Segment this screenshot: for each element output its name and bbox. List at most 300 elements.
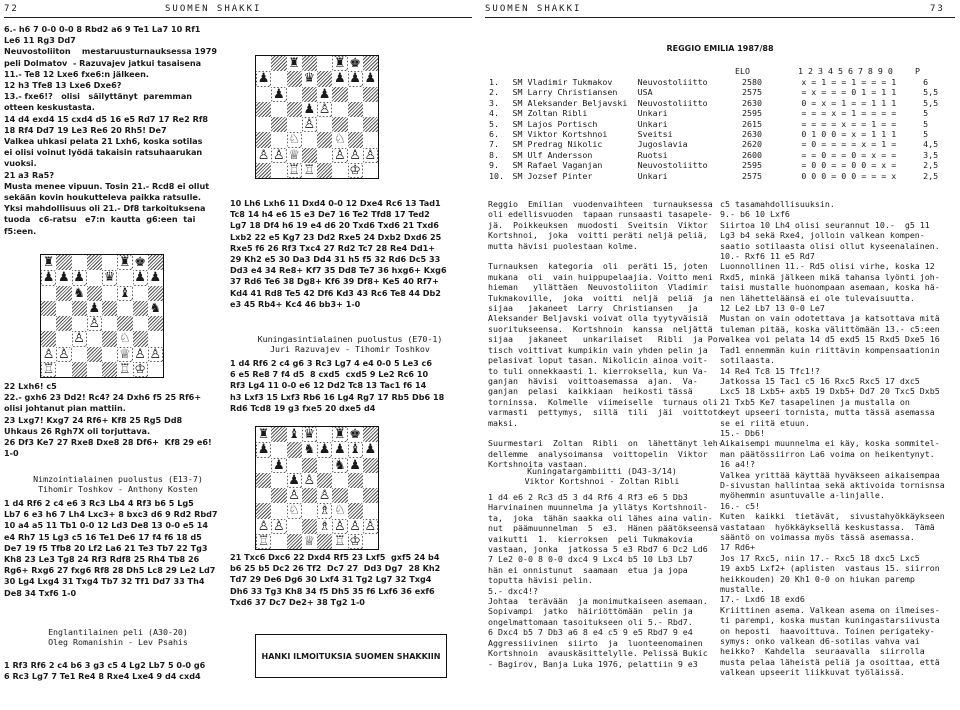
board-square	[332, 427, 347, 442]
board-square	[302, 534, 317, 549]
left-column-continuation: 22 Lxh6! c5 22.- gxh6 23 Dd2! Rc4? 24 Dxh6 f5 25 Rf6+ olisi johtanut pian mattiin. 23 Lxg7! Kxg7 24 Rf6+ Kf8 25 Rg5 Dd8 Uhkaus 26 Rgh7X oli torjuttava. 26 Df3 Ke7 27 Rxe8 Dxe8 28 Df6+ Kf8 29 e6! 1-0	[4, 381, 212, 459]
crosstable-cell: 6.	[489, 129, 499, 140]
chess-piece-icon: ♙	[134, 346, 146, 362]
board-square	[287, 87, 302, 102]
chess-piece-icon: ♟	[88, 300, 101, 316]
chess-piece-icon: ♟	[42, 270, 55, 286]
board-square	[271, 473, 286, 488]
tournament-report: Reggio Emilian vuodenvaihteen turnauksessa oli edellisvuoden tapaan runsaasti tasapele- jä. Poikkeuksen muodosti Sveitsin Viktor Kortshnoi, joka voitti peräti neljä peliä, mutta hävisi puolestaan kolme. Turnauksen kategoria oli peräti 15, joten mukana oli vain huippupelaajia. Voitto meni hieman yllättäen Neuvostoliiton Vladimir Tukmakoville, joka voitti neljä peliä ja sijaa jakaneet Larry Christiansen ja Aleksander Beljavski voivat olla tyytyväisiä suoritukseensa. Kortshnoin kanssa neljättä sijaa jakaneet unkarilaiset Ribli ja Por- tisch voittivat kumpikin vain yhden pelin ja pelasivat loput tasan. Nikolicin ainoa voit- to tuli onnekkaasti 1. kierroksella, kun Va- ganjan hävisi voittoasemassa ajan. Va- ganjan pelasi kaikkiaan heikosti tässä torninssa. Kolmelle viimeiselle turnaus oli varmasti pettymys, sillä tili jäi voittoto- maksi. Suurmestari Zoltan Ribli on lähettänyt leh- dellemme analysoimansa voittopelin Viktor Kortshnoita vastaan.	[488, 199, 728, 470]
right-header-rule	[485, 17, 955, 18]
chess-piece-icon: ♙	[318, 101, 331, 117]
board-square	[287, 442, 302, 457]
crosstable-cell: 5	[923, 118, 929, 129]
board-square	[317, 117, 332, 132]
board-square	[363, 427, 378, 442]
chess-piece-icon: ♙	[364, 518, 377, 534]
board-square	[363, 87, 378, 102]
board-square	[271, 71, 286, 86]
crosstable-row	[489, 98, 955, 108]
board-square	[133, 270, 148, 285]
board-square	[87, 255, 102, 270]
chess-piece-icon: ♜	[257, 427, 270, 443]
board-square	[72, 316, 87, 331]
board-square	[302, 458, 317, 473]
crosstable-cell: 0 1 0 0 = x = 1 1 1	[801, 129, 897, 140]
board-square	[117, 347, 132, 362]
crosstable-cell: = 0 = = = = x = 1 =	[801, 139, 897, 150]
crosstable-cell: 5	[923, 129, 929, 140]
crosstable-cell: 5.	[489, 118, 499, 129]
chess-piece-icon: ♟	[149, 270, 162, 286]
board-square	[302, 56, 317, 71]
board-square	[287, 519, 302, 534]
board-square	[363, 488, 378, 503]
board-square	[256, 56, 271, 71]
board-square	[317, 473, 332, 488]
board-square	[256, 519, 271, 534]
board-square	[102, 347, 117, 362]
board-square	[348, 427, 363, 442]
board-square	[363, 71, 378, 86]
board-square	[72, 347, 87, 362]
crosstable-round-header: 1 2 3 4 5 6 7 8 9 0	[798, 66, 893, 76]
board-square	[317, 488, 332, 503]
crosstable-cell: SM Zoltan Ribli	[512, 108, 588, 119]
crosstable-cell: 2580	[741, 77, 762, 87]
board-square	[148, 362, 163, 377]
chess-piece-icon: ♙	[42, 346, 55, 362]
board-square	[363, 163, 378, 178]
chess-piece-icon: ♝	[288, 427, 300, 443]
crosstable-cell: 2595	[741, 160, 762, 171]
advert-box	[255, 634, 447, 678]
chess-piece-icon: ♙	[273, 518, 285, 534]
board-square	[72, 362, 87, 377]
board-square	[102, 255, 117, 270]
board-square	[363, 519, 378, 534]
chess-piece-icon: ♟	[334, 71, 346, 87]
board-square	[363, 132, 378, 147]
board-square	[148, 286, 163, 301]
board-square	[148, 255, 163, 270]
board-square	[332, 534, 347, 549]
crosstable-cell: = = = x = 1 = = = =	[801, 108, 897, 119]
board-square	[133, 347, 148, 362]
chess-piece-icon: ♘	[334, 503, 346, 519]
left-header-rule	[4, 17, 472, 18]
chess-piece-icon: ♛	[303, 427, 316, 443]
board-square	[348, 163, 363, 178]
board-square	[332, 87, 347, 102]
board-square	[133, 331, 148, 346]
right-page-number: 73	[930, 4, 945, 14]
crosstable-cell: Unkari	[637, 118, 668, 129]
board-square	[348, 458, 363, 473]
board-square	[302, 102, 317, 117]
crosstable-cell: SM Jozsef Pinter	[512, 170, 593, 181]
chess-piece-icon: ♜	[334, 427, 346, 443]
board-square	[332, 148, 347, 163]
chess-piece-icon: ♙	[318, 488, 331, 504]
board-square	[332, 102, 347, 117]
crosstable-cell: x = 1 = = 1 = = = 1	[801, 77, 897, 87]
chess-piece-icon: ♔	[134, 361, 146, 377]
chess-piece-icon: ♚	[349, 427, 361, 443]
board-square	[302, 519, 317, 534]
board-square	[317, 519, 332, 534]
board-square	[302, 427, 317, 442]
crosstable-cell: 2615	[741, 118, 762, 129]
board-square	[363, 534, 378, 549]
crosstable-row	[489, 150, 955, 160]
crosstable-cell: 5	[923, 108, 929, 119]
crosstable-cell: 6	[923, 77, 929, 87]
chess-piece-icon: ♙	[349, 518, 361, 534]
chess-piece-icon: ♘	[119, 331, 131, 347]
board-square	[317, 163, 332, 178]
chess-piece-icon: ♖	[42, 361, 55, 377]
crosstable-cell: 1.	[489, 77, 499, 87]
board-square	[363, 442, 378, 457]
chess-piece-icon: ♕	[303, 533, 316, 549]
chess-piece-icon: ♝	[349, 442, 361, 458]
crosstable-cell: = = = = x = = 1 = =	[801, 118, 897, 129]
board-square	[302, 148, 317, 163]
chess-piece-icon: ♖	[119, 361, 131, 377]
board-square	[133, 362, 148, 377]
board-square	[133, 286, 148, 301]
chess-piece-icon: ♙	[334, 518, 346, 534]
board-square	[287, 163, 302, 178]
chess-piece-icon: ♜	[42, 255, 55, 271]
crosstable-cell: = 0 0 = = 0 0 = x =	[801, 160, 897, 171]
board-square	[271, 458, 286, 473]
crosstable-cell: 7.	[489, 139, 499, 150]
board-square	[317, 503, 332, 518]
board-square	[302, 71, 317, 86]
board-square	[332, 473, 347, 488]
board-square	[41, 347, 56, 362]
board-square	[271, 132, 286, 147]
board-square	[56, 270, 71, 285]
chess-piece-icon: ♗	[318, 518, 331, 534]
board-square	[287, 503, 302, 518]
board-square	[302, 117, 317, 132]
board-square	[56, 301, 71, 316]
crosstable-cell: SM Viktor Kortshnoi	[512, 129, 608, 140]
board-square	[72, 286, 87, 301]
crosstable-row	[489, 119, 955, 129]
crosstable-cell: Neuvostoliitto	[637, 77, 708, 87]
board-square	[256, 148, 271, 163]
chess-piece-icon: ♟	[318, 442, 331, 458]
board-square	[56, 347, 71, 362]
crosstable	[489, 77, 955, 183]
right-running-title: SUOMEN SHAKKI	[485, 4, 582, 14]
board-square	[72, 255, 87, 270]
board-square	[363, 56, 378, 71]
board-square	[332, 117, 347, 132]
board-square	[256, 488, 271, 503]
board-square	[271, 117, 286, 132]
crosstable-cell: SM Ulf Andersson	[512, 149, 593, 160]
board-square	[332, 458, 347, 473]
board-square	[56, 331, 71, 346]
advert-text: HANKI ILMOITUKSIA SUOMEN SHAKKIIN	[261, 651, 441, 661]
board-square	[102, 301, 117, 316]
board-square	[102, 362, 117, 377]
board-square	[271, 87, 286, 102]
game-title-2: Nimzointialainen puolustus (E13-7) Tihomir Toshkov - Anthony Kosten	[33, 474, 203, 495]
chess-piece-icon: ♜	[119, 255, 131, 271]
board-square	[256, 87, 271, 102]
chess-diagram-3	[255, 426, 379, 550]
board-square	[56, 362, 71, 377]
chess-piece-icon: ♕	[288, 147, 300, 163]
board-square	[117, 301, 132, 316]
board-square	[56, 286, 71, 301]
board-square	[332, 442, 347, 457]
board-square	[256, 503, 271, 518]
crosstable-cell: SM Rafael Vaganjan	[512, 160, 603, 171]
board-square	[117, 270, 132, 285]
crosstable-row	[489, 139, 955, 149]
board-square	[348, 87, 363, 102]
board-square	[317, 534, 332, 549]
board-square	[332, 71, 347, 86]
crosstable-cell: 8.	[489, 149, 499, 160]
board-square	[256, 534, 271, 549]
board-square	[302, 488, 317, 503]
chess-piece-icon: ♟	[73, 270, 85, 286]
chess-piece-icon: ♙	[88, 316, 101, 332]
board-square	[271, 102, 286, 117]
chess-piece-icon: ♙	[334, 147, 346, 163]
board-square	[117, 286, 132, 301]
board-square	[41, 255, 56, 270]
chess-piece-icon: ♖	[288, 162, 300, 178]
crosstable-title: REGGIO EMILIA 1987/88	[666, 44, 774, 53]
chess-piece-icon: ♜	[288, 56, 300, 72]
board-square	[287, 117, 302, 132]
kings-indian-moves-continued: 21 Txc6 Dxc6 22 Dxd4 Rf5 23 Lxf5 gxf5 24 b4 b6 25 b5 Dc2 26 Tf2 Dc7 27 Dd3 Dg7 28 Kh2 Td7 29 De6 Dg6 30 Lxf4 31 Tg2 Lg7 32 Txg4 Dh6 33 Tg3 Kh8 34 f5 Dh5 35 f6 Lxf6 36 exf6 Txd6 37 Dc7 De2+ 38 Tg2 1-0	[230, 552, 441, 607]
crosstable-cell: 2600	[741, 149, 762, 160]
game-2-moves: 1 d4 Rf6 2 c4 e6 3 Rc3 Lb4 4 Rf3 b6 5 Lg5 Lb7 6 e3 h6 7 Lh4 Lxc3+ 8 bxc3 d6 9 Rd2 Rbd7 10 a4 a5 11 Tb1 0-0 12 Ld3 De8 13 0-0 e5 14 e4 Rh7 15 Lg3 c5 16 Te1 De6 17 f4 f6 18 d5 De7 19 f5 Tfb8 20 Lf2 La6 21 Te3 Tb7 22 Tg3 Kh8 23 Le3 Tg8 24 Rf3 Rdf8 25 Rh4 Tb8 26 Rg6+ Rxg6 27 fxg6 Rf8 28 Dh5 Lc8 29 Le2 Ld7 30 Lg4 Lxg4 31 Txg4 Tb7 32 Tf1 Dd7 33 Th4 De8 34 Txf6 1-0	[4, 498, 218, 598]
board-square	[348, 117, 363, 132]
chess-piece-icon: ♟	[257, 71, 270, 87]
board-square	[363, 473, 378, 488]
crosstable-cell: 10.	[489, 170, 504, 181]
queens-gambit-annotation: 1 d4 e6 2 Rc3 d5 3 d4 Rf6 4 Rf3 e6 5 Db3 Harvinainen muunnelma ja yllätys Kortshnoil- ta, joka tähän saakka oli lähes aina valin- nut päämuunnelman 5 e3. Hänen päätökseensä vaikutti 1. kierroksen peli Tukmakovia vastaan, jonka jatkossa 5 e3 Rbd7 6 Dc2 Ld6 7 Le2 0-0 8 0-0 dxc4 9 Lxc4 b5 10 Lb3 Lb7 hän ei onnistunut saamaan etua ja jopa toputta hävisi pelin. 5.- dxc4!? Johtaa terävään ja monimutkaiseen asemaan. Sopivampi jatko häiriöttömään pelin ja ongelmattomaan tasoitukseen oli 5.- Rbd7. 6 Dxc4 b5 7 Db3 a6 8 e4 c5 9 e5 Rbd7 9 e4 Aggressiivinen siirto ja luonteenomainen Kortshnoin avauskäsittelylle. Pelissä Bukic - Bagirov, Banja Luka 1976, pelattiin 9 e3	[488, 492, 718, 669]
crosstable-cell: 5,5	[923, 97, 939, 108]
board-square	[302, 132, 317, 147]
board-square	[271, 148, 286, 163]
board-square	[302, 87, 317, 102]
board-square	[41, 301, 56, 316]
crosstable-points-header: P	[915, 66, 920, 76]
chess-piece-icon: ♙	[58, 346, 70, 362]
board-square	[148, 316, 163, 331]
board-square	[41, 286, 56, 301]
board-square	[72, 270, 87, 285]
chess-piece-icon: ♘	[288, 503, 300, 519]
board-square	[348, 519, 363, 534]
board-square	[72, 301, 87, 316]
board-square	[271, 56, 286, 71]
board-square	[102, 286, 117, 301]
crosstable-cell: 0 = x = 1 = = 1 1 1	[801, 97, 897, 108]
board-square	[317, 132, 332, 147]
crosstable-cell: SM Lajos Portisch	[512, 118, 598, 129]
crosstable-grid	[489, 77, 955, 181]
crosstable-cell: Neuvostoliitto	[637, 160, 708, 171]
chess-piece-icon: ♙	[149, 346, 162, 362]
board-square	[117, 255, 132, 270]
board-square	[117, 362, 132, 377]
crosstable-cell: 2575	[741, 87, 762, 98]
board-square	[87, 347, 102, 362]
board-square	[287, 534, 302, 549]
board-square	[256, 427, 271, 442]
board-square	[271, 503, 286, 518]
crosstable-cell: 9.	[489, 160, 499, 171]
chess-diagram-1	[40, 254, 164, 378]
board-square	[271, 488, 286, 503]
board-square	[287, 56, 302, 71]
chess-piece-icon: ♙	[303, 472, 316, 488]
crosstable-cell: USA	[637, 87, 653, 98]
chess-piece-icon: ♞	[303, 442, 316, 458]
board-square	[87, 270, 102, 285]
board-square	[102, 331, 117, 346]
board-square	[302, 442, 317, 457]
crosstable-cell: 2,5	[923, 160, 939, 171]
board-square	[332, 56, 347, 71]
chess-piece-icon: ♞	[149, 300, 162, 316]
crosstable-cell: SM Predrag Nikolic	[512, 139, 603, 150]
board-square	[332, 488, 347, 503]
crosstable-cell: 2,5	[923, 170, 939, 181]
chess-piece-icon: ♔	[349, 162, 361, 178]
board-square	[271, 427, 286, 442]
chess-piece-icon: ♟	[303, 101, 316, 117]
board-square	[348, 56, 363, 71]
left-page-number: 72	[4, 4, 19, 14]
board-square	[287, 458, 302, 473]
board-square	[256, 117, 271, 132]
board-square	[332, 519, 347, 534]
board-square	[332, 503, 347, 518]
chess-piece-icon: ♔	[349, 533, 361, 549]
chess-piece-icon: ♖	[334, 533, 346, 549]
chess-piece-icon: ♙	[257, 147, 270, 163]
chess-diagram-2	[255, 55, 379, 179]
board-square	[117, 316, 132, 331]
crosstable-row	[489, 77, 955, 87]
board-square	[133, 316, 148, 331]
chess-piece-icon: ♟	[257, 442, 270, 458]
crosstable-cell: 5,5	[923, 87, 939, 98]
board-square	[348, 473, 363, 488]
chess-piece-icon: ♙	[349, 147, 361, 163]
board-square	[41, 316, 56, 331]
board-square	[256, 458, 271, 473]
crosstable-cell: 2620	[741, 139, 762, 150]
crosstable-row	[489, 87, 955, 97]
crosstable-elo-header: ELO	[735, 66, 750, 76]
board-square	[133, 255, 148, 270]
board-square	[348, 148, 363, 163]
board-square	[287, 71, 302, 86]
kings-indian-moves: 1 d4 Rf6 2 c4 g6 3 Rc3 Lg7 4 e4 0-0 5 Le3 c6 6 e5 Re8 7 f4 d5 8 cxd5 cxd5 9 Le2 Rc6 10 Rf3 Lg4 11 0-0 e6 12 Dd2 Tc8 13 Tac1 f6 14 h3 Lxf3 15 Lxf3 Rb6 16 Lg4 Rg7 17 Rb5 Db6 18 Rd6 Tcd8 19 g3 fxe5 20 dxe5 d4	[230, 358, 445, 413]
board-square	[363, 117, 378, 132]
board-square	[317, 56, 332, 71]
board-square	[256, 71, 271, 86]
chess-piece-icon: ♝	[119, 285, 131, 301]
game-1-moves-continued: 10 Lh6 Lxh6 11 Dxd4 0-0 12 Dxe4 Rc6 13 Tad1 Tc8 14 h4 e6 15 e3 De7 16 Te2 Tfd8 17 Ted2 Lg7 18 Df4 h6 19 e4 d6 20 Txd6 Txd6 21 Txd6 Lxb2 22 e5 Kg7 23 Dd2 Rxe5 24 Dxb2 Dxd6 25 Rxe5 f6 26 Rf3 Txc4 27 Rd2 Tc7 28 Re4 Dd1+ 29 Kh2 e5 30 Da3 Dd4 31 h5 f5 32 Rd6 Dc5 33 Dd3 e4 34 Re8+ Kf7 35 Dd8 Te7 36 hxg6+ Kxg6 37 Rd6 Te6 38 Dg8+ Kf6 39 Df8+ Ke5 40 Rf7+ Kd4 41 Rd8 Te5 42 Df6 Kd3 43 Rc6 Te8 44 Db2 e3 45 Rb4+ Kc4 46 bb3+ 1-0	[230, 198, 447, 309]
board-square	[317, 442, 332, 457]
board-square	[348, 102, 363, 117]
crosstable-row	[489, 129, 955, 139]
crosstable-cell: SM Aleksander Beljavski	[512, 97, 628, 108]
crosstable-row	[489, 160, 955, 170]
board-square	[87, 331, 102, 346]
crosstable-cell: 2630	[741, 129, 762, 140]
chess-piece-icon: ♜	[334, 56, 346, 72]
crosstable-cell: = = 0 = = 0 = x = =	[801, 149, 897, 160]
board-square	[302, 163, 317, 178]
chess-piece-icon: ♕	[119, 346, 131, 362]
game-title-queens-gambit: Kuningatargambiitti (D43-3/14) Viktor Kortshnoi - Zoltan Ribli	[524, 466, 680, 487]
crosstable-cell: 2630	[741, 97, 762, 108]
board-square	[287, 132, 302, 147]
chess-piece-icon: ♟	[334, 442, 346, 458]
board-square	[87, 286, 102, 301]
crosstable-cell: SM Larry Christiansen	[512, 87, 618, 98]
crosstable-cell: 4.	[489, 108, 499, 119]
board-square	[56, 255, 71, 270]
crosstable-cell: SM Vladimir Tukmakov	[512, 77, 613, 87]
chess-piece-icon: ♟	[58, 270, 70, 286]
board-square	[56, 316, 71, 331]
chess-piece-icon: ♟	[134, 270, 146, 286]
chess-piece-icon: ♚	[134, 255, 146, 271]
chess-piece-icon: ♖	[257, 533, 270, 549]
crosstable-cell: 2575	[741, 170, 762, 181]
board-square	[148, 301, 163, 316]
board-square	[287, 148, 302, 163]
chess-piece-icon: ♙	[257, 518, 270, 534]
crosstable-cell: Sveitsi	[637, 129, 673, 140]
chess-piece-icon: ♙	[273, 147, 285, 163]
board-square	[317, 427, 332, 442]
chess-piece-icon: ♟	[273, 457, 285, 473]
annotation-column-4: c5 tasamahdollisuuksin. 9.- b6 10 Lxf6 Siirtoa 10 Lh4 olisi seurannut 10.- g5 11 Lg3 b4 sekä Rxe4, jolloin valkean kompen- saatio sotilaasta olisi ollut kyseenalainen. 10.- Rxf6 11 e5 Rd7 Luonnollinen 11.- Rd5 olisi virhe, koska 12 Rxd5, minkä jälkeen mikä tahansa lyönti joh- taisi mustalle huonompaan asemaan, koska hä- nen lähetteläänsä ei ole tulevaisuutta. 12 Le2 Lb7 13 0-0 Le7 Mustan on vain odotettava ja katsottava mitä tuleman pitää, koska välittömään 13.- c5:een valkea voi pelata 14 d5 exd5 15 Rxd5 Dxe5 16 Tad1 ennemmän kuin riittävin kompensaationin sotilaasta. 14 Re4 Tc8 15 Tfc1!? Jatkossa 15 Tac1 c5 16 Rxc5 Rxc5 17 dxc5 Lxc5 18 Lxb5+ axb5 19 Dxb5+ Dd7 20 Txc5 Dxb5 21 Txb5 Ke7 tasapelinen ja mustalla on keyt upseeri tornista, mutta tässä asemassa se ei riitä etuun. 15.- Db6! Aikaisempi muunnelma ei käy, koska sommitel- man päätössiirron La6 voima on heikentynyt. 16 a4!? Valkea yrittää käyttää hyväkseen aikaisempaa D-sivustan hallintaa sekä aktivoida tornisnsa myöhemmin asuntuvalle a-linjalle. 16.- c5! Kuten kaikki tietävät, sivustahyökkäykseen vastataan hyökkäyksellä keskustassa. Tämä sääntö on voimassa myös tässä asemassa. 17 Rd6+ Jos 17 Rxc5, niin 17.- Rxc5 18 dxc5 Lxc5 19 axb5 Lxf2+ (aplisten vastaus 15. siirron heikkouden) 20 Kh1 0-0 on hiukan paremp mustalle. 17.- Lxd6 18 exd6 Kriittinen asema. Valkean asema on ilmeises- ti parempi, koska mustan kuningastarsiivusta on heposti haavoittuva. Toinen perigateky- symys: onko valkean d6-sotilas vahva vai heikko? Kahdella seuraavalla siirrolla musta pelaa läheistä peliä ja osoittaa, että valkean upseerit liikkuvat työläissä.	[720, 199, 945, 678]
crosstable-cell: 2595	[741, 108, 762, 119]
board-square	[271, 442, 286, 457]
crosstable-cell: 3.	[489, 97, 499, 108]
board-square	[148, 270, 163, 285]
board-square	[363, 148, 378, 163]
crosstable-cell: 0 0 0 = 0 0 = = = x	[801, 170, 897, 181]
chess-piece-icon: ♘	[334, 132, 346, 148]
board-square	[287, 473, 302, 488]
board-square	[317, 148, 332, 163]
chess-piece-icon: ♟	[364, 71, 377, 87]
board-square	[302, 473, 317, 488]
crosstable-cell: Jugoslavia	[637, 139, 688, 150]
chess-piece-icon: ♟	[288, 472, 300, 488]
